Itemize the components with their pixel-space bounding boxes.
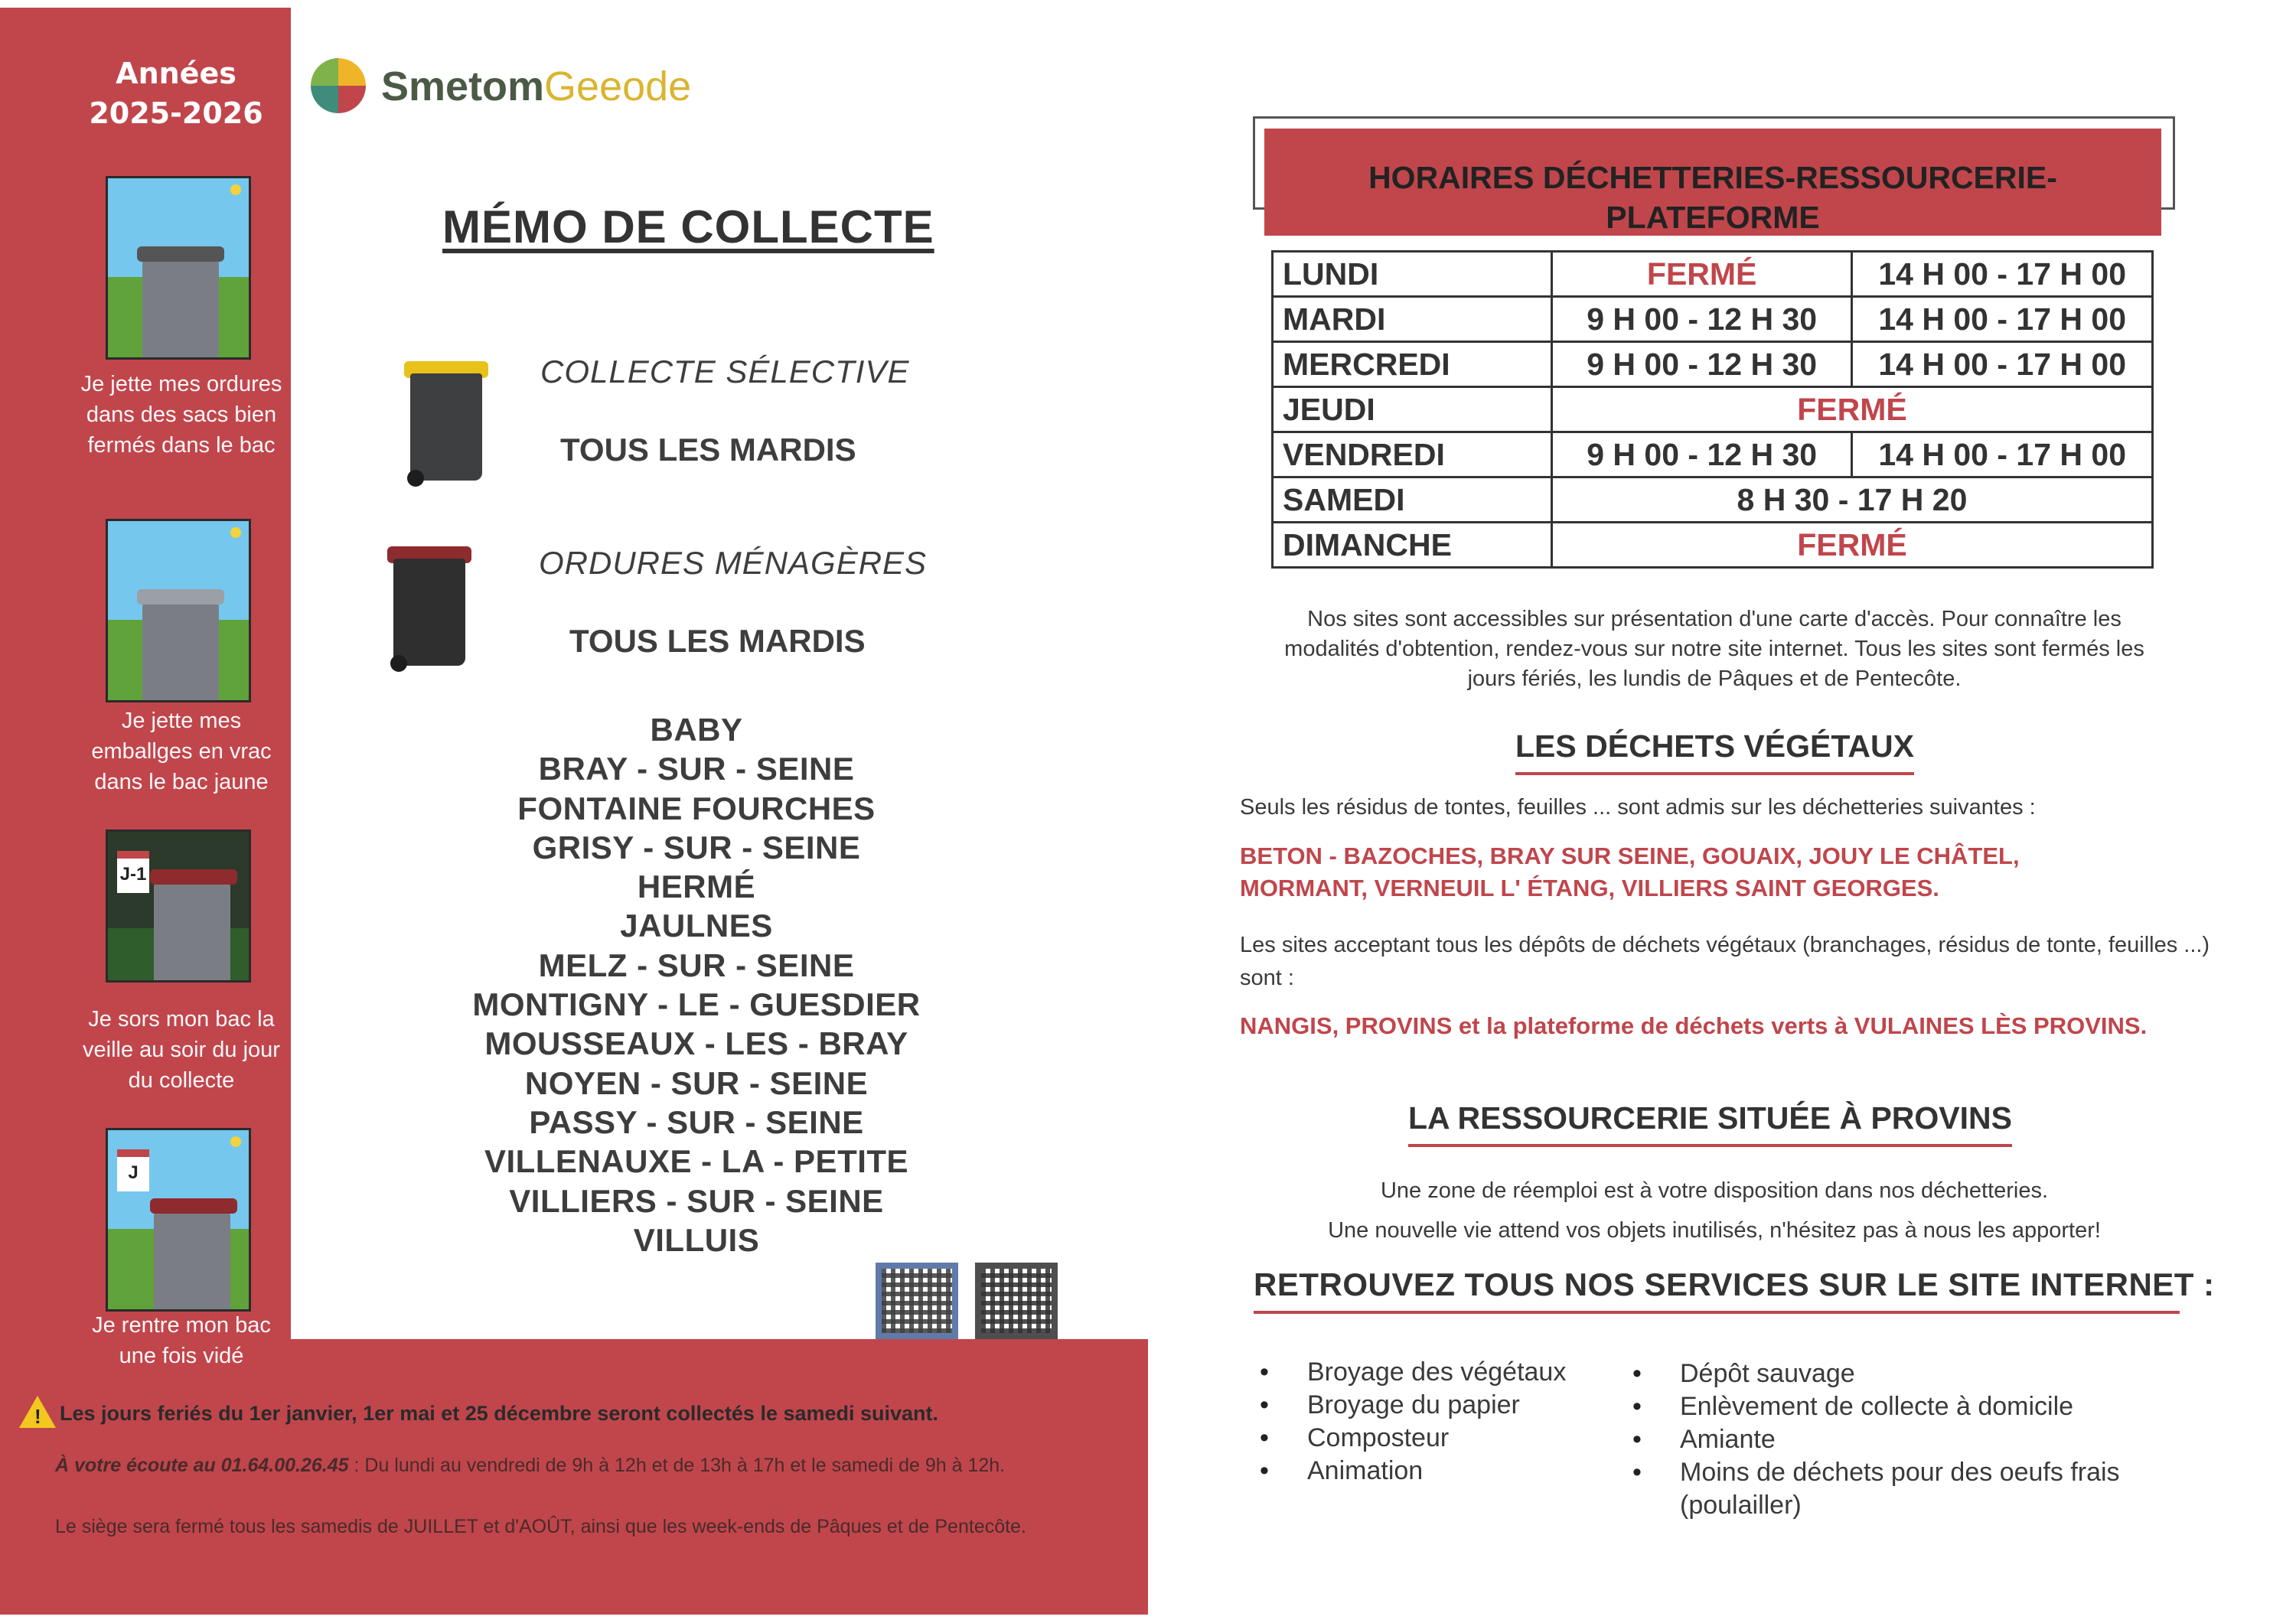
green-waste-sites: BETON - BAZOCHES, BRAY SUR SEINE, GOUAIX, JOUY LE CHÂTEL, MORMANT, VERNEUIL L' ÉTANG, VILLIERS SAINT GEORGES. (1240, 842, 2020, 901)
green-waste-all-sites: NANGIS, PROVINS et la plateforme de déchets verts à VULAINES LÈS PROVINS. (1240, 1012, 2148, 1039)
opening-hours-table (1271, 250, 2154, 569)
town: GRISY - SUR - SEINE (532, 829, 861, 865)
town: VILLIERS - SUR - SEINE (509, 1182, 884, 1219)
green-waste-all-intro: Les sites acceptant tous les dépôts de déchets végétaux (branchages, résidus de tonte, feuilles ...) sont : (1240, 933, 2210, 990)
collection-day-selective: TOUS LES MARDIS (560, 432, 856, 468)
town: VILLENAUXE - LA - PETITE (484, 1143, 909, 1180)
town: VILLUIS (633, 1221, 760, 1258)
ressourcerie-text: Une zone de réemploi est à votre disposition dans nos déchetteries. Une nouvelle vie attend vos objets inutilisés, n'hésitez pas à nous les apporter! (1328, 1178, 2101, 1243)
services-list-left (1254, 1356, 1636, 1488)
services-list-right (1626, 1357, 2177, 1522)
calendar-icon: J (117, 1149, 149, 1191)
table-row: VENDREDI 9 H 00 - 12 H 30 14 H 00 - 17 H 00 (1273, 432, 2153, 477)
town: MONTIGNY - LE - GUESDIER (472, 986, 921, 1023)
table-row: DIMANCHE FERMÉ (1273, 523, 2153, 568)
collection-type-household: ORDURES MÉNAGÈRES (539, 545, 928, 581)
contact-info: À votre écoute au 01.64.00.26.45 : Du lundi au vendredi de 9h à 12h et de 13h à 17h et le samedi de 9h à 12h. (55, 1455, 1006, 1476)
packaging-in-bin-illustration (106, 519, 251, 702)
town: BRAY - SUR - SEINE (538, 751, 855, 787)
holiday-notice: Les jours feriés du 1er janvier, 1er mai et 25 décembre seront collectés le samedi suivant. (60, 1402, 939, 1425)
list-item: • Amiante (1626, 1423, 2177, 1456)
bin-return-illustration (106, 1128, 251, 1312)
services-title: RETROUVEZ TOUS NOS SERVICES SUR LE SITE INTERNET : (1254, 1266, 2180, 1314)
hours-title: HORAIRES DÉCHETTERIES-RESSOURCERIE- PLATEFORME (1264, 129, 2161, 236)
years-label: Années 2025-2026 (89, 57, 263, 130)
list-item: • Broyage des végétaux (1254, 1356, 1636, 1389)
office-closure-notice: Le siège sera fermé tous les samedis de JUILLET et d'AOÛT, ainsi que les week-ends de Pâques et de Pentecôte. (55, 1516, 1026, 1537)
yellow-bin-icon (404, 357, 488, 487)
town: HERMÉ (637, 869, 756, 905)
list-item: • Composteur (1254, 1422, 1636, 1455)
table-row: MARDI 9 H 00 - 12 H 30 14 H 00 - 17 H 00 (1273, 297, 2153, 342)
collection-day-household: TOUS LES MARDIS (569, 623, 866, 659)
table-row: JEUDI FERMÉ (1273, 387, 2153, 432)
town: MELZ - SUR - SEINE (538, 947, 855, 983)
green-waste-title: LES DÉCHETS VÉGÉTAUX (1515, 728, 1914, 775)
collection-type-selective: COLLECTE SÉLECTIVE (540, 354, 910, 389)
list-item: • Animation (1254, 1455, 1636, 1488)
list-item: • Dépôt sauvage (1626, 1357, 2177, 1390)
town: BABY (650, 712, 743, 748)
table-row: SAMEDI 8 H 30 - 17 H 20 (1273, 477, 2153, 523)
website-qr-code[interactable] (975, 1263, 1058, 1339)
caption-bags: Je jette mes ordures dans des sacs bien fermés dans le bac (80, 372, 282, 458)
calendar-icon: J-1 (117, 851, 149, 893)
list-item: • Broyage du papier (1254, 1389, 1636, 1422)
facebook-qr-code[interactable] (876, 1263, 958, 1339)
table-row: MERCREDI 9 H 00 - 12 H 30 14 H 00 - 17 H 00 (1273, 342, 2153, 387)
town: NOYEN - SUR - SEINE (524, 1064, 869, 1101)
smetom-logo-icon (308, 55, 369, 116)
caption-bin-return: Je rentre mon bac une fois vidé (92, 1313, 271, 1368)
ressourcerie-title: LA RESSOURCERIE SITUÉE À PROVINS (1408, 1100, 2012, 1147)
town: FONTAINE FOURCHES (517, 790, 876, 826)
list-item: • Enlèvement de collecte à domicile (1626, 1390, 2177, 1423)
table-row: LUNDI FERMÉ 14 H 00 - 17 H 00 (1273, 252, 2153, 297)
brand-name: SmetomGeeode (381, 64, 692, 109)
green-waste-intro: Seuls les résidus de tontes, feuilles ... sont admis sur les déchetteries suivantes : (1240, 795, 2036, 820)
town: PASSY - SUR - SEINE (529, 1103, 864, 1140)
bin-out-evening-illustration (106, 829, 251, 983)
page-title: MÉMO DE COLLECTE (442, 201, 934, 253)
caption-packaging: Je jette mes emballges en vrac dans le bac jaune (91, 709, 272, 794)
towns-list (429, 710, 964, 1260)
town: JAULNES (620, 908, 773, 944)
household-bin-icon (387, 542, 471, 672)
left-page: Années 2025-2026 Je jette mes ordures dans des sacs bien fermés dans le bac Je jette mes emballges en vrac dans le bac jaune J-1 Je sors mon bac la veille au soir du jour du collecte J Je rentre mon bac une fois vidé SmetomGeeode MÉMO DE COLLECTE COLLECTE SÉLECTIVE TOUS LES MARDIS ORDURES MÉNAGÈRES TOUS LES MARDIS BABY BRAY - SUR - SEINE FONTAINE FOURCHES GRISY - SUR - SEINE HERMÉ JAULNES MELZ - SUR - SEINE MONTIGNY - LE - GUESDIER MOUSSEAUX - LES - BRAY NOYEN - SUR - SEINE PASSY - SUR - SEINE VILLENAUXE - LA - PETITE VILLIERS - SUR - SEINE VILLUIS ! Les jours feriés du 1er janvier, 1er mai et 25 décembre seront collectés le samedi suivant. À votre écoute au 01.64.00.26.45 : Du lundi au vendredi de 9h à 12h et de 13h à 17h et le samedi de 9h à 12h. Le siège sera fermé tous les samedis de JUILLET et d'AOÛT, ainsi que les week-ends de Pâques et de Pentecôte. (0, 0, 1148, 1623)
list-item: • Moins de déchets pour des oeufs frais (poulailler) (1626, 1456, 2177, 1522)
town: MOUSSEAUX - LES - BRAY (484, 1025, 908, 1062)
bag-in-bin-illustration (106, 176, 251, 360)
access-note: Nos sites sont accessibles sur présentation d'une carte d'accès. Pour connaître les modalités d'obtention, rendez-vous sur notre site internet. Tous les sites sont fermés les jours fériés, les lundis de Pâques et de Pentecôte. (1284, 607, 2144, 691)
right-page (1148, 0, 2296, 1623)
caption-bin-out: Je sors mon bac la veille au soir du jour du collecte (83, 1007, 280, 1093)
